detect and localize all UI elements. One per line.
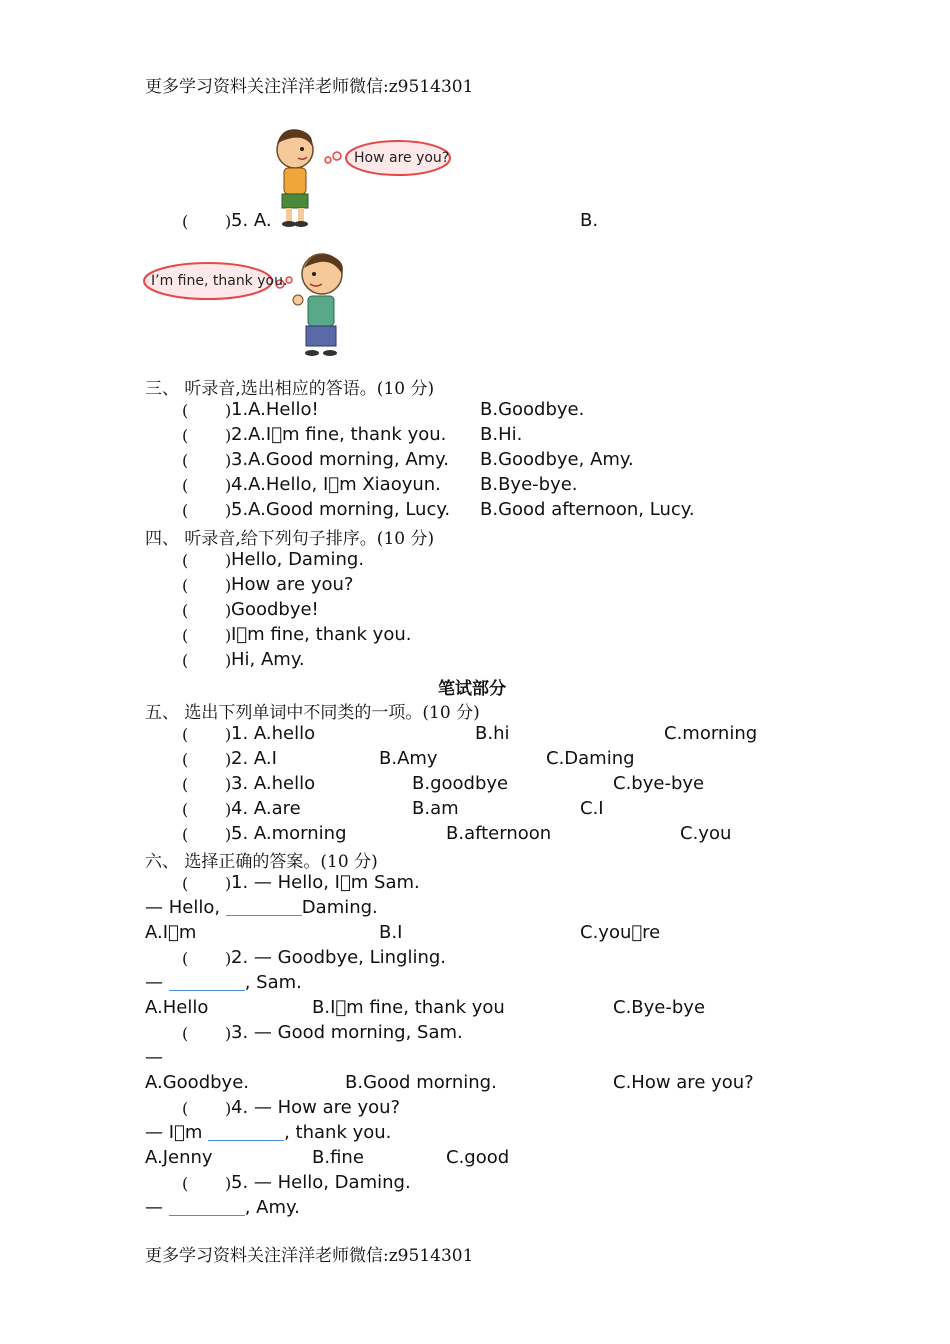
- answer-paren: (: [182, 501, 189, 520]
- option-b: B.Good morning.: [345, 1072, 497, 1093]
- option-b-label: B.: [580, 210, 599, 231]
- answer-blank[interactable]: [226, 897, 302, 916]
- header-note: 更多学习资料关注洋洋老师微信:z9514301: [145, 77, 474, 97]
- answer-paren-close: ): [225, 1099, 232, 1118]
- list-item-b: B.Bye-bye.: [480, 474, 578, 495]
- answer-blank[interactable]: [169, 1197, 245, 1216]
- answer-paren-close: ): [225, 1174, 232, 1193]
- bubble-how-are-you: How are you?: [354, 150, 450, 166]
- list-item: 5. A.morning: [231, 823, 347, 844]
- boy-answering-icon: [142, 250, 352, 360]
- written-heading: 笔试部分: [438, 679, 506, 699]
- list-item: 1.A.Hello!: [231, 399, 319, 420]
- list-item-b: B.afternoon: [446, 823, 552, 844]
- section6-title: 六、 选择正确的答案。(10 分): [145, 852, 378, 872]
- list-item: 4. A.are: [231, 798, 301, 819]
- reply-line: — , Sam.: [145, 972, 302, 993]
- answer-paren: (: [182, 775, 189, 794]
- answer-paren: (: [182, 626, 189, 645]
- list-item: Hello, Daming.: [231, 549, 365, 570]
- option-a-label: 5. A.: [231, 210, 272, 231]
- answer-blank[interactable]: [169, 972, 245, 991]
- option-a: A.I m: [145, 922, 197, 943]
- option-a: A.Jenny: [145, 1147, 213, 1168]
- answer-paren-close: ): [225, 476, 232, 495]
- bubble-im-fine: I’m fine, thank you.: [151, 273, 288, 289]
- answer-paren-close: ): [225, 725, 232, 744]
- question-stem: 3. — Good morning, Sam.: [231, 1022, 463, 1043]
- answer-paren: (: [182, 825, 189, 844]
- option-b: B.I: [379, 922, 403, 943]
- answer-paren-close: ): [225, 626, 232, 645]
- question-stem: 4. — How are you?: [231, 1097, 401, 1118]
- answer-paren: (: [182, 426, 189, 445]
- option-a: A.Goodbye.: [145, 1072, 249, 1093]
- option-c: C.good: [446, 1147, 510, 1168]
- section3-title: 三、 听录音,选出相应的答语。(10 分): [145, 379, 435, 399]
- answer-paren: (: [182, 750, 189, 769]
- list-item-c: C.bye-bye: [613, 773, 705, 794]
- answer-paren: (: [182, 1174, 189, 1193]
- answer-paren-close: ): [225, 825, 232, 844]
- reply-line: — , Amy.: [145, 1197, 300, 1218]
- footer-note: 更多学习资料关注洋洋老师微信:z9514301: [145, 1246, 474, 1266]
- reply-line: — I m , thank you.: [145, 1122, 392, 1143]
- answer-paren-close: ): [225, 775, 232, 794]
- list-item-b: B.hi: [475, 723, 510, 744]
- boy-asking-icon: [270, 122, 455, 228]
- answer-paren-close: ): [225, 651, 232, 670]
- answer-paren-close: ): [225, 401, 232, 420]
- list-item-c: C.you: [680, 823, 732, 844]
- option-c: C.Bye-bye: [613, 997, 706, 1018]
- list-item: 5.A.Good morning, Lucy.: [231, 499, 451, 520]
- answer-paren-close: ): [225, 451, 232, 470]
- answer-paren: (: [182, 576, 189, 595]
- boy-illustration-b: [142, 250, 352, 360]
- list-item: Hi, Amy.: [231, 649, 305, 670]
- answer-paren: (: [182, 1024, 189, 1043]
- answer-paren-close: ): [225, 601, 232, 620]
- option-a: A.Hello: [145, 997, 209, 1018]
- list-item-b: B.Goodbye.: [480, 399, 585, 420]
- option-c: C.you re: [580, 922, 661, 943]
- answer-paren-close: ): [225, 1024, 232, 1043]
- list-item: Goodbye!: [231, 599, 319, 620]
- list-item-b: B.goodbye: [412, 773, 509, 794]
- answer-paren-close: ): [225, 576, 232, 595]
- list-item-c: C.morning: [664, 723, 758, 744]
- answer-paren-close: ): [225, 501, 232, 520]
- question-stem: 1. — Hello, I m Sam.: [231, 872, 420, 893]
- list-item: 3.A.Good morning, Amy.: [231, 449, 449, 470]
- answer-paren: (: [182, 725, 189, 744]
- list-item: 3. A.hello: [231, 773, 316, 794]
- answer-blank[interactable]: [208, 1122, 284, 1141]
- list-item-b: B.Good afternoon, Lucy.: [480, 499, 695, 520]
- answer-paren-close: ): [225, 949, 232, 968]
- option-b: B.fine: [312, 1147, 364, 1168]
- answer-paren: (: [182, 476, 189, 495]
- section4-title: 四、 听录音,给下列句子排序。(10 分): [145, 529, 435, 549]
- answer-paren: (: [182, 212, 189, 231]
- boy-illustration-a: [270, 122, 455, 228]
- answer-paren-close: ): [225, 874, 232, 893]
- answer-paren: (: [182, 1099, 189, 1118]
- reply-line: —: [145, 1047, 163, 1068]
- question-stem: 5. — Hello, Daming.: [231, 1172, 411, 1193]
- answer-paren-close: ): [225, 800, 232, 819]
- reply-line: — Hello, Daming.: [145, 897, 378, 918]
- answer-paren: (: [182, 601, 189, 620]
- answer-paren: (: [182, 874, 189, 893]
- answer-paren-close: ): [225, 212, 232, 231]
- answer-paren: (: [182, 401, 189, 420]
- list-item: 2.A.I m fine, thank you.: [231, 424, 447, 445]
- list-item: 4.A.Hello, I m Xiaoyun.: [231, 474, 441, 495]
- list-item-c: C.Daming: [546, 748, 635, 769]
- answer-paren: (: [182, 800, 189, 819]
- answer-paren-close: ): [225, 426, 232, 445]
- answer-paren-close: ): [225, 750, 232, 769]
- answer-paren: (: [182, 651, 189, 670]
- list-item-b: B.am: [412, 798, 459, 819]
- list-item: How are you?: [231, 574, 354, 595]
- list-item: 2. A.I: [231, 748, 277, 769]
- option-c: C.How are you?: [613, 1072, 754, 1093]
- answer-paren: (: [182, 949, 189, 968]
- list-item-c: C.I: [580, 798, 604, 819]
- option-b: B.I m fine, thank you: [312, 997, 505, 1018]
- list-item-b: B.Goodbye, Amy.: [480, 449, 634, 470]
- answer-paren: (: [182, 451, 189, 470]
- section5-title: 五、 选出下列单词中不同类的一项。(10 分): [145, 703, 480, 723]
- question-stem: 2. — Goodbye, Lingling.: [231, 947, 447, 968]
- answer-paren: (: [182, 551, 189, 570]
- list-item: 1. A.hello: [231, 723, 316, 744]
- answer-paren-close: ): [225, 551, 232, 570]
- list-item-b: B.Hi.: [480, 424, 523, 445]
- list-item: I m fine, thank you.: [231, 624, 412, 645]
- list-item-b: B.Amy: [379, 748, 438, 769]
